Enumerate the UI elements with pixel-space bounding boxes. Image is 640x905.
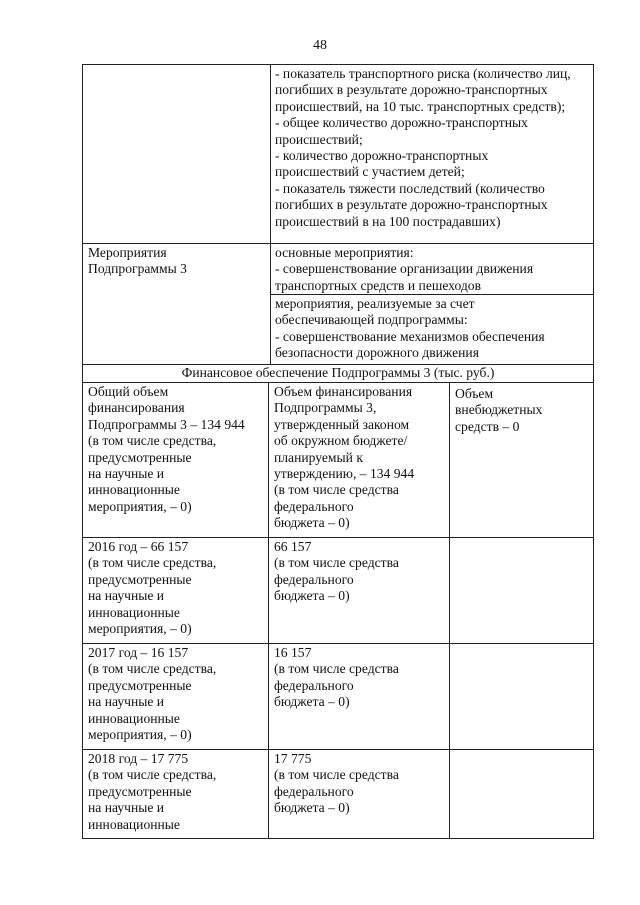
- finance-total: 2016 год – 66 157 (в том числе средства, предусмотренные на научные и инновационные мероприятия, – 0): [88, 539, 217, 637]
- column-divider: [270, 64, 271, 365]
- row-divider: [270, 294, 594, 295]
- finance-total: Общий объем финансирования Подпрограммы 3 – 134 944 (в том числе средства, предусмотренные на научные и инновационные мероприятия, – 0): [88, 384, 245, 514]
- finance-extra: [455, 645, 592, 749]
- indicators-cell: - показатель транспортного риска (количество лиц, погибших в результате дорожно-транспортных происшествий, на 10 тыс. транспортных средств); - общее количество дорожно-транспортных происшествий; - количество дорожно-транспортных происшествий с участием детей; - показатель тяжести последствий (количество погибших в результате дорожно-транспортных происшествий в на 100 пострадавших): [275, 66, 571, 229]
- finance-total: 2017 год – 16 157 (в том числе средства, предусмотренные на научные и инновационные мероприятия, – 0): [88, 645, 217, 743]
- page-number: 48: [313, 38, 327, 53]
- table-border-top: [82, 64, 594, 65]
- finance-extra: Объем внебюджетных средств – 0: [455, 386, 543, 434]
- finance-district: 17 775 (в том числе средства федерального бюджета – 0): [274, 751, 399, 816]
- column-divider: [449, 382, 450, 839]
- finance-total: 2018 год – 17 775 (в том числе средства, предусмотренные на научные и инновационные: [88, 751, 217, 832]
- finance-district: 66 157 (в том числе средства федерального бюджета – 0): [274, 539, 399, 604]
- finance-extra: [455, 751, 592, 838]
- measures-label: Мероприятия Подпрограммы 3: [88, 245, 187, 277]
- row-divider: [82, 243, 594, 244]
- table-border-bottom: [82, 838, 594, 839]
- column-divider: [268, 382, 269, 839]
- row-divider: [82, 382, 594, 383]
- row-divider: [82, 537, 594, 538]
- table-border-right: [593, 64, 594, 839]
- table-border-left: [82, 64, 83, 839]
- row-divider: [82, 643, 594, 644]
- finance-extra: [455, 539, 592, 643]
- row-divider: [82, 749, 594, 750]
- measures-main: основные мероприятия: - совершенствование организации движения транспортных средств и пешеходов: [275, 245, 534, 293]
- finance-district: 16 157 (в том числе средства федерального бюджета – 0): [274, 645, 399, 710]
- measures-support: мероприятия, реализуемые за счет обеспечивающей подпрограммы: - совершенствование механизмов обеспечения безопасности дорожного движения: [275, 296, 545, 361]
- finance-district: Объем финансирования Подпрограммы 3, утвержденный законом об окружном бюджете/ планируемый к утверждению, – 134 944 (в том числе средства федерального бюджета – 0): [274, 384, 415, 531]
- finance-header: Финансовое обеспечение Подпрограммы 3 (тыс. руб.): [181, 365, 495, 380]
